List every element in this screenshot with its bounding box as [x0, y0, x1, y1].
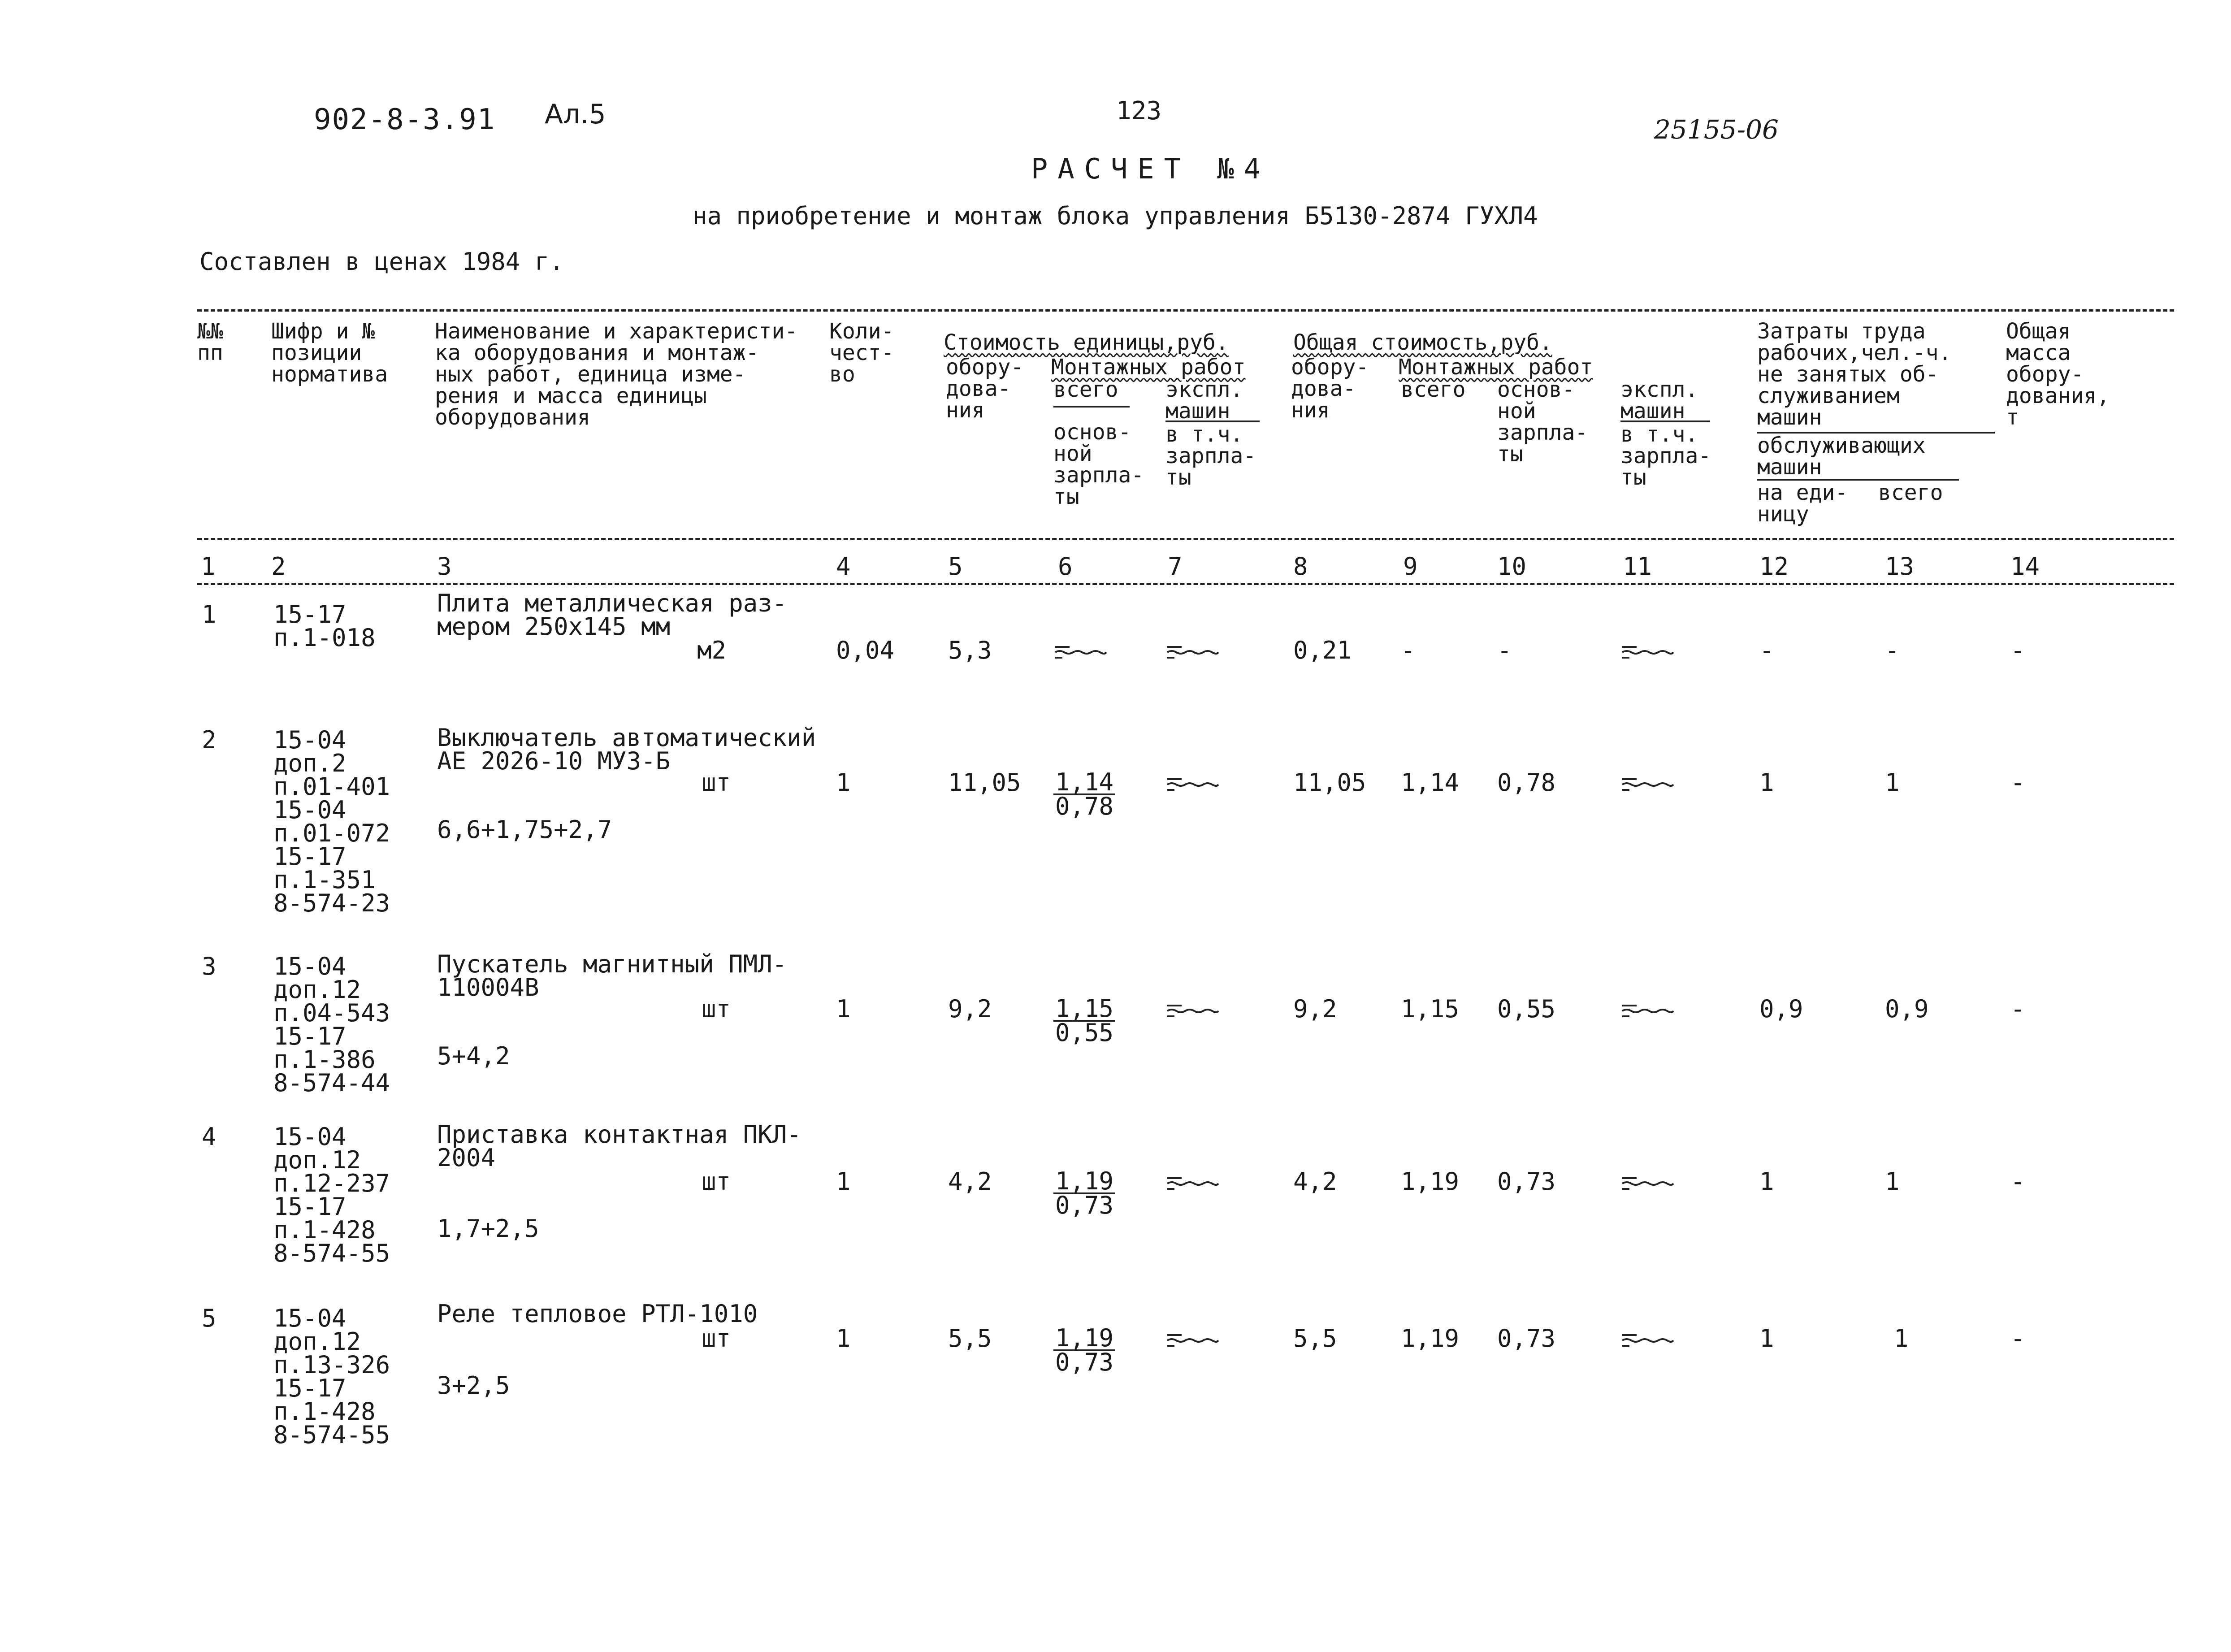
row5-name: Реле тепловое РТЛ-1010 [437, 1300, 758, 1328]
row3-labor-unit: 0,9 [1759, 995, 1803, 1023]
col-header-install-total-group: Монтажных работ [1399, 355, 1593, 380]
row3-qty: 1 [836, 995, 851, 1023]
col-number-3: 3 [437, 552, 452, 581]
row2-labor-total: 1 [1885, 768, 1900, 797]
col-header-machine-ops: экспл. машин [1165, 377, 1243, 424]
row5-qty: 1 [836, 1324, 851, 1353]
col-header-labor-total: всего [1878, 480, 1943, 505]
row4-formula: 1,7+2,5 [437, 1214, 539, 1243]
col-number-1: 1 [201, 552, 216, 581]
document-code: 902-8-3.91 [314, 103, 496, 136]
row5-no: 5 [202, 1304, 217, 1332]
col-header-name: Наименование и характеристи- ка оборудования и монтаж- ных работ, единица изме- рения и масса единицы оборудования [435, 319, 798, 430]
row2-machine-unit-nil [1165, 776, 1219, 793]
col-header-code: Шифр и № позиции норматива [271, 319, 388, 387]
col-number-13: 13 [1885, 552, 1915, 581]
row4-mass: - [2010, 1167, 2025, 1196]
row2-install-unit-base: 0,78 [1055, 792, 1114, 820]
col-header-incl-salary-total: в т.ч. зарпла- ты [1620, 422, 1711, 490]
row3-unit: шт [702, 995, 731, 1023]
row2-formula: 6,6+1,75+2,7 [437, 815, 612, 844]
page-title: РАСЧЕТ №4 [1031, 152, 1270, 185]
row5-formula: 3+2,5 [437, 1371, 510, 1400]
row5-unit: шт [702, 1324, 731, 1353]
row4-no: 4 [202, 1123, 217, 1151]
col-header-base-salary: основ- ной зарпла- ты [1053, 420, 1144, 509]
row4-install-unit [1053, 1167, 1115, 1219]
page-number: 123 [1116, 96, 1162, 126]
col-header-incl-salary: в т.ч. зарпла- ты [1165, 422, 1256, 490]
row4-unit: шт [702, 1167, 731, 1196]
col-group-total-cost: Общая стоимость,руб. [1293, 330, 1552, 355]
col-number-11: 11 [1623, 552, 1652, 581]
col-number-6: 6 [1058, 552, 1073, 581]
column-numbers-rule [197, 583, 2174, 585]
row3-machine-total-nil [1620, 1002, 1674, 1020]
col-number-9: 9 [1403, 552, 1418, 581]
row5-install-unit [1053, 1324, 1115, 1376]
row4-qty: 1 [836, 1167, 851, 1196]
row2-install-unit [1053, 768, 1115, 820]
col-number-5: 5 [948, 552, 963, 581]
row4-install-unit-total: 1,19 [1053, 1170, 1115, 1194]
col-group-unit-cost: Стоимость единицы,руб. [944, 330, 1229, 355]
album-number: Ал.5 [545, 99, 606, 130]
row3-install-total: 1,15 [1401, 995, 1460, 1023]
row1-machine-unit-nil [1165, 643, 1219, 661]
row1-code: 15-17 п.1-018 [273, 600, 376, 652]
row5-install-unit-total: 1,19 [1053, 1327, 1115, 1351]
row1-machine-total-nil [1620, 643, 1674, 661]
col-header-labor: Затраты труда рабочих,чел.-ч. не занятых об- служиванием машин [1757, 319, 1952, 430]
row3-equip-total: 9,2 [1293, 995, 1337, 1023]
row5-equip-unit: 5,5 [948, 1324, 992, 1353]
row4-install-unit-base: 0,73 [1055, 1191, 1114, 1219]
row1-qty: 0,04 [836, 636, 895, 664]
row2-install-total: 1,14 [1401, 768, 1460, 797]
row2-mass: - [2010, 768, 2025, 797]
row3-machine-unit-nil [1165, 1002, 1219, 1020]
row3-labor-total: 0,9 [1885, 995, 1929, 1023]
row3-code: 15-04 доп.12 п.04-543 15-17 п.1-386 8-574-44 [273, 952, 390, 1097]
row3-install-unit [1053, 994, 1115, 1047]
row2-base-total: 0,78 [1497, 768, 1556, 797]
col-header-equipment-total: обору- дова- ния [1291, 355, 1369, 423]
col-header-install-unit: Монтажных работ [1051, 355, 1246, 380]
row1-mass: - [2010, 636, 2025, 664]
page-subtitle: на приобретение и монтаж блока управления Б5130-2874 ГУХЛ4 [693, 202, 1538, 230]
col-number-7: 7 [1168, 552, 1183, 581]
col-number-2: 2 [271, 552, 286, 581]
row5-equip-total: 5,5 [1293, 1324, 1337, 1353]
col-header-mass: Общая масса обору- дования, т [2006, 319, 2110, 430]
row2-equip-total: 11,05 [1293, 768, 1366, 797]
row5-install-total: 1,19 [1401, 1324, 1460, 1353]
row5-labor-total: 1 [1894, 1324, 1909, 1353]
row5-machine-total-nil [1620, 1331, 1674, 1349]
col-header-machine-ops-total: экспл. машин [1620, 377, 1698, 424]
row2-install-unit-total: 1,14 [1053, 771, 1115, 795]
row2-no: 2 [202, 726, 217, 754]
row4-base-total: 0,73 [1497, 1167, 1556, 1196]
row4-labor-unit: 1 [1759, 1167, 1774, 1196]
row1-equip-total: 0,21 [1293, 636, 1352, 664]
row3-install-unit-base: 0,55 [1055, 1019, 1114, 1047]
row4-equip-unit: 4,2 [948, 1167, 992, 1196]
row1-install-unit-nil [1053, 643, 1107, 661]
row2-qty: 1 [836, 768, 851, 797]
row5-base-total: 0,73 [1497, 1324, 1556, 1353]
col-number-10: 10 [1497, 552, 1527, 581]
header-bottom-rule [197, 538, 2174, 540]
col-header-no: №№ пп [197, 319, 223, 365]
row4-labor-total: 1 [1885, 1167, 1900, 1196]
row3-install-unit-total: 1,15 [1053, 997, 1115, 1022]
col-header-base-salary-total: основ- ной зарпла- ты [1497, 377, 1588, 467]
col-number-14: 14 [2010, 552, 2040, 581]
col-number-12: 12 [1759, 552, 1789, 581]
archive-number: 25155-06 [1654, 114, 1779, 145]
row4-name: Приставка контактная ПКЛ- 2004 [437, 1120, 801, 1172]
row2-equip-unit: 11,05 [948, 768, 1021, 797]
col-header-qty: Коли- чест- во [829, 319, 894, 387]
row5-code: 15-04 доп.12 п.13-326 15-17 п.1-428 8-574-55 [273, 1304, 390, 1449]
col-header-install-total-all: всего [1401, 377, 1466, 402]
row3-base-total: 0,55 [1497, 995, 1556, 1023]
row4-machine-unit-nil [1165, 1175, 1219, 1192]
row3-formula: 5+4,2 [437, 1042, 510, 1070]
row3-mass: - [2010, 995, 2025, 1023]
row3-no: 3 [202, 952, 217, 980]
row5-machine-unit-nil [1165, 1331, 1219, 1349]
row3-equip-unit: 9,2 [948, 995, 992, 1023]
table-top-rule [197, 309, 2174, 312]
row1-unit: м2 [697, 636, 727, 664]
row2-labor-unit: 1 [1759, 768, 1774, 797]
row1-equip-unit: 5,3 [948, 636, 992, 664]
row1-name: Плита металлическая раз- мером 250х145 мм [437, 589, 787, 641]
row5-install-unit-base: 0,73 [1055, 1348, 1114, 1376]
row2-unit: шт [702, 768, 731, 797]
row1-install-total: - [1401, 636, 1416, 664]
row1-labor-total: - [1885, 636, 1900, 664]
row1-base-total: - [1497, 636, 1512, 664]
row4-install-total: 1,19 [1401, 1167, 1460, 1196]
row2-code: 15-04 доп.2 п.01-401 15-04 п.01-072 15-17 п.1-351 8-574-23 [273, 726, 390, 917]
col-number-8: 8 [1293, 552, 1308, 581]
col-header-install-total: всего [1053, 377, 1118, 402]
col-header-equipment-unit: обору- дова- ния [946, 355, 1024, 423]
row2-name: Выключатель автоматический АЕ 2026-10 МУЗ-Б [437, 724, 816, 775]
row4-equip-total: 4,2 [1293, 1167, 1337, 1196]
col-header-per-unit: на еди- ницу [1757, 480, 1848, 527]
row5-mass: - [2010, 1324, 2025, 1353]
row1-no: 1 [202, 600, 217, 629]
col-header-labor-serving: обслуживающих машин [1757, 433, 1926, 480]
row4-code: 15-04 доп.12 п.12-237 15-17 п.1-428 8-574-55 [273, 1123, 390, 1267]
row1-labor-unit: - [1759, 636, 1774, 664]
row3-name: Пускатель магнитный ПМЛ- 110004В [437, 950, 787, 1002]
row5-labor-unit: 1 [1759, 1324, 1774, 1353]
prices-note: Составлен в ценах 1984 г. [199, 247, 564, 276]
row4-machine-total-nil [1620, 1175, 1674, 1192]
col-number-4: 4 [836, 552, 851, 581]
row2-machine-total-nil [1620, 776, 1674, 793]
